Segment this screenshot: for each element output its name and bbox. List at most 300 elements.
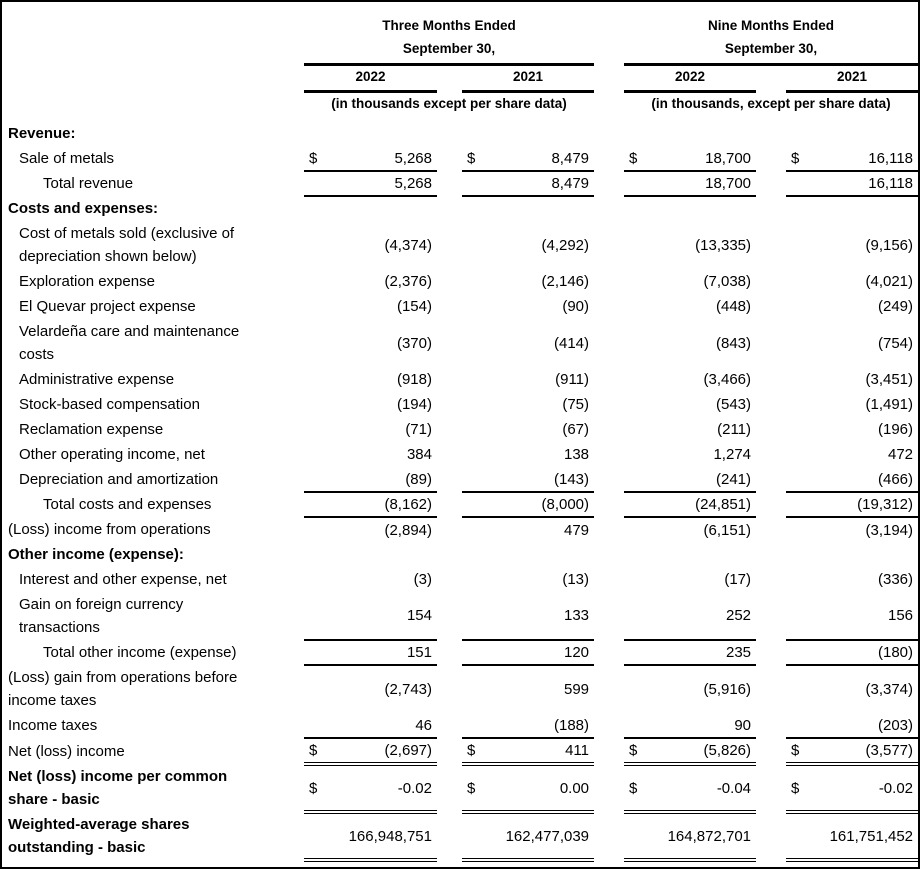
- value-cell: [786, 319, 918, 367]
- table-header: [2, 10, 918, 121]
- row-label: Exploration expense: [19, 273, 155, 290]
- value-cell: [304, 367, 437, 392]
- table-row: [2, 146, 918, 171]
- column-gap: [594, 467, 624, 492]
- cell-value: -0.04: [716, 779, 752, 797]
- table-row: [2, 812, 918, 860]
- spacer-cell: [2, 91, 304, 121]
- cell-value: (5,916): [703, 681, 752, 698]
- value-cell: [462, 171, 594, 196]
- cell-value: (13,335): [695, 236, 752, 254]
- cell-value: (7,038): [703, 273, 752, 290]
- column-gap: [756, 713, 786, 738]
- value-cell: [786, 171, 918, 196]
- value-cell: [304, 764, 437, 812]
- column-gap: [437, 812, 462, 860]
- column-gap: [594, 492, 624, 517]
- value-cell: [786, 367, 918, 392]
- table-row: [2, 764, 918, 812]
- column-gap: [594, 146, 624, 171]
- column-gap: [437, 442, 462, 467]
- cell-value: 16,118: [868, 149, 914, 167]
- value-cell: [304, 221, 437, 269]
- cell-value: (3,374): [865, 681, 914, 698]
- value-cell: [462, 592, 594, 640]
- spacer-cell: [594, 10, 624, 40]
- table-row: [2, 417, 918, 442]
- column-gap: [756, 467, 786, 492]
- cell-value: 138: [563, 446, 590, 463]
- cell-value: (843): [715, 334, 752, 352]
- dollar-sign: $: [629, 779, 638, 797]
- cell-value: (3,194): [865, 521, 914, 539]
- cell-value: 479: [563, 521, 590, 539]
- value-cell: [786, 713, 918, 738]
- value-cell: [786, 442, 918, 467]
- value-cell: [462, 665, 594, 713]
- row-label: Velardeña care and maintenance costs: [19, 323, 240, 363]
- value-cell: [786, 738, 918, 764]
- row-label: Revenue:: [8, 125, 76, 142]
- value-cell: [304, 294, 437, 319]
- cell-value: 166,948,751: [348, 827, 432, 845]
- value-cell: [462, 640, 594, 665]
- cell-value: (4,292): [541, 236, 590, 254]
- cell-value: (4,374): [384, 236, 432, 254]
- value-cell: [462, 319, 594, 367]
- value-cell: [304, 665, 437, 713]
- spacer-cell: [2, 64, 304, 91]
- column-gap: [437, 665, 462, 713]
- column-gap: [756, 812, 786, 860]
- value-cell: [624, 567, 756, 592]
- cell-value: (13): [562, 571, 590, 588]
- value-cell: [786, 592, 918, 640]
- cell-value: (71): [405, 421, 432, 438]
- column-gap: [756, 319, 786, 367]
- dollar-sign: $: [467, 779, 476, 797]
- value-cell: [304, 171, 437, 196]
- cell-value: (203): [877, 716, 914, 734]
- cell-value: (24,851): [695, 496, 752, 513]
- cell-value: 151: [406, 644, 432, 661]
- value-cell: [624, 492, 756, 517]
- value-cell: [786, 640, 918, 665]
- cell-value: (2,697): [384, 742, 432, 759]
- cell-value: (466): [877, 470, 914, 488]
- row-label: El Quevar project expense: [19, 298, 196, 315]
- column-gap: [437, 146, 462, 171]
- row-label: Gain on foreign currency transactions: [19, 596, 184, 636]
- cell-value: 472: [887, 446, 914, 463]
- column-gap: [756, 492, 786, 517]
- table-row: [2, 367, 918, 392]
- cell-value: (336): [877, 571, 914, 588]
- spacer-cell: [594, 40, 624, 64]
- cell-value: (414): [553, 334, 590, 352]
- value-cell: [304, 517, 437, 542]
- table-row: [2, 221, 918, 269]
- cell-value: 599: [563, 681, 590, 698]
- cell-value: -0.02: [397, 779, 432, 797]
- value-cell: [304, 146, 437, 171]
- column-gap: [756, 517, 786, 542]
- column-gap: [594, 367, 624, 392]
- column-gap: [756, 171, 786, 196]
- cell-value: (143): [553, 470, 590, 488]
- cell-value: (241): [715, 470, 752, 488]
- period-label-nine-months: Nine Months Ended: [708, 17, 835, 33]
- cell-value: (4,021): [865, 273, 914, 290]
- dollar-sign: $: [791, 742, 800, 759]
- cell-value: (2,743): [384, 681, 432, 698]
- column-gap: [437, 367, 462, 392]
- dollar-sign: $: [467, 149, 476, 167]
- column-gap: [756, 764, 786, 812]
- row-label: Other operating income, net: [19, 446, 205, 463]
- row-label: Other income (expense):: [8, 546, 184, 563]
- cell-value: (1,491): [865, 396, 914, 413]
- year-3m-2022: 2022: [304, 64, 437, 91]
- table-row: [2, 713, 918, 738]
- cell-value: (2,376): [384, 273, 432, 290]
- column-gap: [756, 442, 786, 467]
- cell-value: (911): [555, 371, 590, 388]
- column-gap: [594, 764, 624, 812]
- cell-value: 384: [406, 446, 432, 463]
- dollar-sign: $: [309, 149, 318, 167]
- cell-value: 154: [406, 607, 432, 624]
- cell-value: 156: [887, 607, 914, 624]
- value-cell: [462, 738, 594, 764]
- cell-value: (154): [396, 298, 432, 315]
- column-gap: [756, 146, 786, 171]
- year-9m-2021: 2021: [786, 64, 918, 91]
- column-gap: [756, 640, 786, 665]
- cell-value: 162,477,039: [505, 827, 590, 845]
- spacer-cell: [437, 64, 462, 91]
- cell-value: 0.00: [559, 779, 590, 797]
- column-gap: [594, 269, 624, 294]
- column-gap: [756, 738, 786, 764]
- cell-value: 18,700: [705, 175, 752, 192]
- cell-value: (5,826): [703, 742, 752, 759]
- column-gap: [437, 738, 462, 764]
- cell-value: (180): [877, 644, 914, 661]
- column-gap: [437, 417, 462, 442]
- units-note-nine-months: (in thousands, except per share data): [651, 96, 891, 112]
- spacer-cell: [594, 64, 624, 91]
- column-gap: [594, 392, 624, 417]
- cell-value: 133: [563, 607, 590, 624]
- cell-value: (67): [562, 421, 590, 438]
- year-3m-2021: 2021: [462, 64, 594, 91]
- column-gap: [594, 640, 624, 665]
- value-cell: [624, 146, 756, 171]
- cell-value: (8,000): [541, 496, 590, 513]
- cell-value: (8,162): [384, 496, 432, 513]
- column-gap: [437, 269, 462, 294]
- value-cell: [304, 567, 437, 592]
- value-cell: [786, 146, 918, 171]
- table-row: [2, 492, 918, 517]
- value-cell: [624, 171, 756, 196]
- spacer-cell: [594, 91, 624, 121]
- row-label: Depreciation and amortization: [19, 471, 219, 488]
- cell-value: 5,268: [394, 149, 432, 167]
- cell-value: (194): [396, 396, 432, 413]
- value-cell: [462, 467, 594, 492]
- dollar-sign: $: [791, 149, 800, 167]
- value-cell: [304, 319, 437, 367]
- cell-value: (6,151): [703, 521, 752, 539]
- cell-value: (211): [717, 421, 752, 438]
- column-gap: [437, 713, 462, 738]
- table-row: [2, 738, 918, 764]
- column-gap: [437, 467, 462, 492]
- cell-value: 46: [415, 716, 432, 734]
- table-row: [2, 567, 918, 592]
- row-label: Costs and expenses:: [8, 200, 159, 217]
- date-label-nine-months: September 30,: [624, 40, 918, 64]
- cell-value: 90: [734, 716, 752, 734]
- value-cell: [786, 812, 918, 860]
- table-row: [2, 665, 918, 713]
- column-gap: [594, 319, 624, 367]
- row-label: Administrative expense: [19, 371, 175, 388]
- section-header-row: [2, 542, 918, 567]
- value-cell: [624, 713, 756, 738]
- row-label: Cost of metals sold (exclusive of depreciation shown below): [19, 225, 235, 265]
- empty-cells: [304, 121, 918, 146]
- value-cell: [786, 392, 918, 417]
- cell-value: 161,751,452: [829, 827, 914, 845]
- value-cell: [786, 567, 918, 592]
- column-gap: [594, 738, 624, 764]
- column-gap: [594, 221, 624, 269]
- section-header-row: [2, 121, 918, 146]
- date-label-three-months: September 30,: [304, 40, 594, 64]
- column-gap: [756, 269, 786, 294]
- date-header-row: [2, 40, 918, 64]
- row-label: (Loss) gain from operations before income taxes: [8, 669, 238, 709]
- cell-value: 120: [563, 644, 590, 661]
- value-cell: [624, 517, 756, 542]
- column-gap: [437, 221, 462, 269]
- column-gap: [756, 665, 786, 713]
- column-gap: [756, 294, 786, 319]
- cell-value: (249): [877, 298, 914, 315]
- spacer-cell: [756, 64, 786, 91]
- cell-value: 252: [725, 607, 752, 624]
- value-cell: [624, 392, 756, 417]
- value-cell: [462, 417, 594, 442]
- period-label-three-months: Three Months Ended: [382, 17, 516, 33]
- column-gap: [437, 319, 462, 367]
- cell-value: 16,118: [868, 175, 914, 192]
- column-gap: [756, 567, 786, 592]
- cell-value: (2,146): [541, 273, 590, 290]
- value-cell: [786, 764, 918, 812]
- cell-value: 18,700: [705, 149, 752, 167]
- value-cell: [624, 467, 756, 492]
- column-gap: [437, 392, 462, 417]
- column-gap: [594, 567, 624, 592]
- table-row: [2, 294, 918, 319]
- value-cell: [462, 567, 594, 592]
- column-gap: [756, 367, 786, 392]
- row-label: Sale of metals: [19, 150, 115, 167]
- dollar-sign: $: [629, 742, 638, 759]
- value-cell: [624, 640, 756, 665]
- table-row: [2, 319, 918, 367]
- section-header-row: [2, 196, 918, 221]
- row-label: (Loss) income from operations: [8, 521, 211, 538]
- dollar-sign: $: [309, 779, 318, 797]
- column-gap: [756, 592, 786, 640]
- value-cell: [462, 367, 594, 392]
- column-gap: [437, 640, 462, 665]
- value-cell: [786, 221, 918, 269]
- value-cell: [786, 665, 918, 713]
- value-cell: [462, 294, 594, 319]
- value-cell: [462, 442, 594, 467]
- column-gap: [437, 517, 462, 542]
- cell-value: (543): [715, 396, 752, 413]
- column-gap: [594, 592, 624, 640]
- value-cell: [304, 269, 437, 294]
- column-gap: [756, 392, 786, 417]
- table-row: [2, 392, 918, 417]
- table-row: [2, 269, 918, 294]
- cell-value: 8,479: [551, 149, 590, 167]
- period-header-row: [2, 10, 918, 40]
- year-header-row: [2, 64, 918, 91]
- value-cell: [624, 367, 756, 392]
- spacer-cell: [2, 10, 304, 40]
- value-cell: [304, 417, 437, 442]
- column-gap: [756, 221, 786, 269]
- value-cell: [786, 417, 918, 442]
- table-row: [2, 640, 918, 665]
- cell-value: 5,268: [394, 175, 432, 192]
- value-cell: [304, 392, 437, 417]
- value-cell: [462, 392, 594, 417]
- column-gap: [437, 567, 462, 592]
- cell-value: (448): [715, 298, 752, 315]
- value-cell: [786, 294, 918, 319]
- cell-value: (3,466): [703, 371, 752, 388]
- cell-value: 164,872,701: [667, 827, 752, 845]
- value-cell: [462, 812, 594, 860]
- dollar-sign: $: [309, 742, 318, 759]
- value-cell: [624, 417, 756, 442]
- row-label: Net (loss) income per common share - basic: [8, 768, 228, 808]
- row-label: Income taxes: [8, 717, 98, 734]
- value-cell: [304, 713, 437, 738]
- column-gap: [437, 764, 462, 812]
- note-header-row: [2, 91, 918, 121]
- table-row: [2, 592, 918, 640]
- value-cell: [462, 713, 594, 738]
- row-label: Total other income (expense): [43, 644, 237, 661]
- value-cell: [624, 592, 756, 640]
- value-cell: [624, 294, 756, 319]
- value-cell: [624, 738, 756, 764]
- value-cell: [462, 517, 594, 542]
- table-row: [2, 517, 918, 542]
- table-row: [2, 171, 918, 196]
- cell-value: 235: [725, 644, 752, 661]
- value-cell: [786, 467, 918, 492]
- cell-value: (754): [877, 334, 914, 352]
- empty-cells: [304, 196, 918, 221]
- cell-value: 8,479: [551, 175, 590, 192]
- dollar-sign: $: [467, 742, 476, 759]
- dollar-sign: $: [791, 779, 800, 797]
- column-gap: [437, 492, 462, 517]
- value-cell: [624, 442, 756, 467]
- cell-value: (3,577): [865, 742, 914, 759]
- cell-value: -0.02: [878, 779, 914, 797]
- column-gap: [756, 417, 786, 442]
- row-label: Total costs and expenses: [43, 496, 212, 513]
- value-cell: [786, 492, 918, 517]
- cell-value: (9,156): [865, 236, 914, 254]
- column-gap: [594, 517, 624, 542]
- table-row: [2, 467, 918, 492]
- value-cell: [624, 764, 756, 812]
- value-cell: [624, 665, 756, 713]
- column-gap: [594, 665, 624, 713]
- value-cell: [624, 221, 756, 269]
- column-gap: [437, 294, 462, 319]
- cell-value: (3,451): [865, 371, 914, 388]
- value-cell: [624, 269, 756, 294]
- column-gap: [594, 442, 624, 467]
- cell-value: (370): [396, 334, 432, 352]
- row-label: Reclamation expense: [19, 421, 164, 438]
- cell-value: (2,894): [384, 521, 432, 539]
- table-row: [2, 442, 918, 467]
- cell-value: (918): [396, 371, 432, 388]
- cell-value: (196): [877, 421, 914, 438]
- cell-value: (89): [405, 470, 432, 488]
- income-statement-table: [2, 10, 918, 862]
- value-cell: [786, 517, 918, 542]
- cell-value: (19,312): [857, 496, 914, 513]
- value-cell: [624, 319, 756, 367]
- value-cell: [304, 442, 437, 467]
- cell-value: (17): [724, 571, 752, 588]
- value-cell: [462, 221, 594, 269]
- value-cell: [304, 467, 437, 492]
- value-cell: [304, 738, 437, 764]
- column-gap: [594, 294, 624, 319]
- column-gap: [594, 812, 624, 860]
- table-body: [2, 121, 918, 860]
- value-cell: [462, 492, 594, 517]
- units-note-three-months: (in thousands except per share data): [331, 96, 567, 112]
- value-cell: [462, 269, 594, 294]
- cell-value: (90): [562, 298, 590, 315]
- cell-value: (188): [553, 716, 590, 734]
- row-label: Stock-based compensation: [19, 396, 200, 413]
- spacer-cell: [2, 40, 304, 64]
- column-gap: [437, 171, 462, 196]
- row-label: Total revenue: [43, 175, 134, 192]
- value-cell: [462, 146, 594, 171]
